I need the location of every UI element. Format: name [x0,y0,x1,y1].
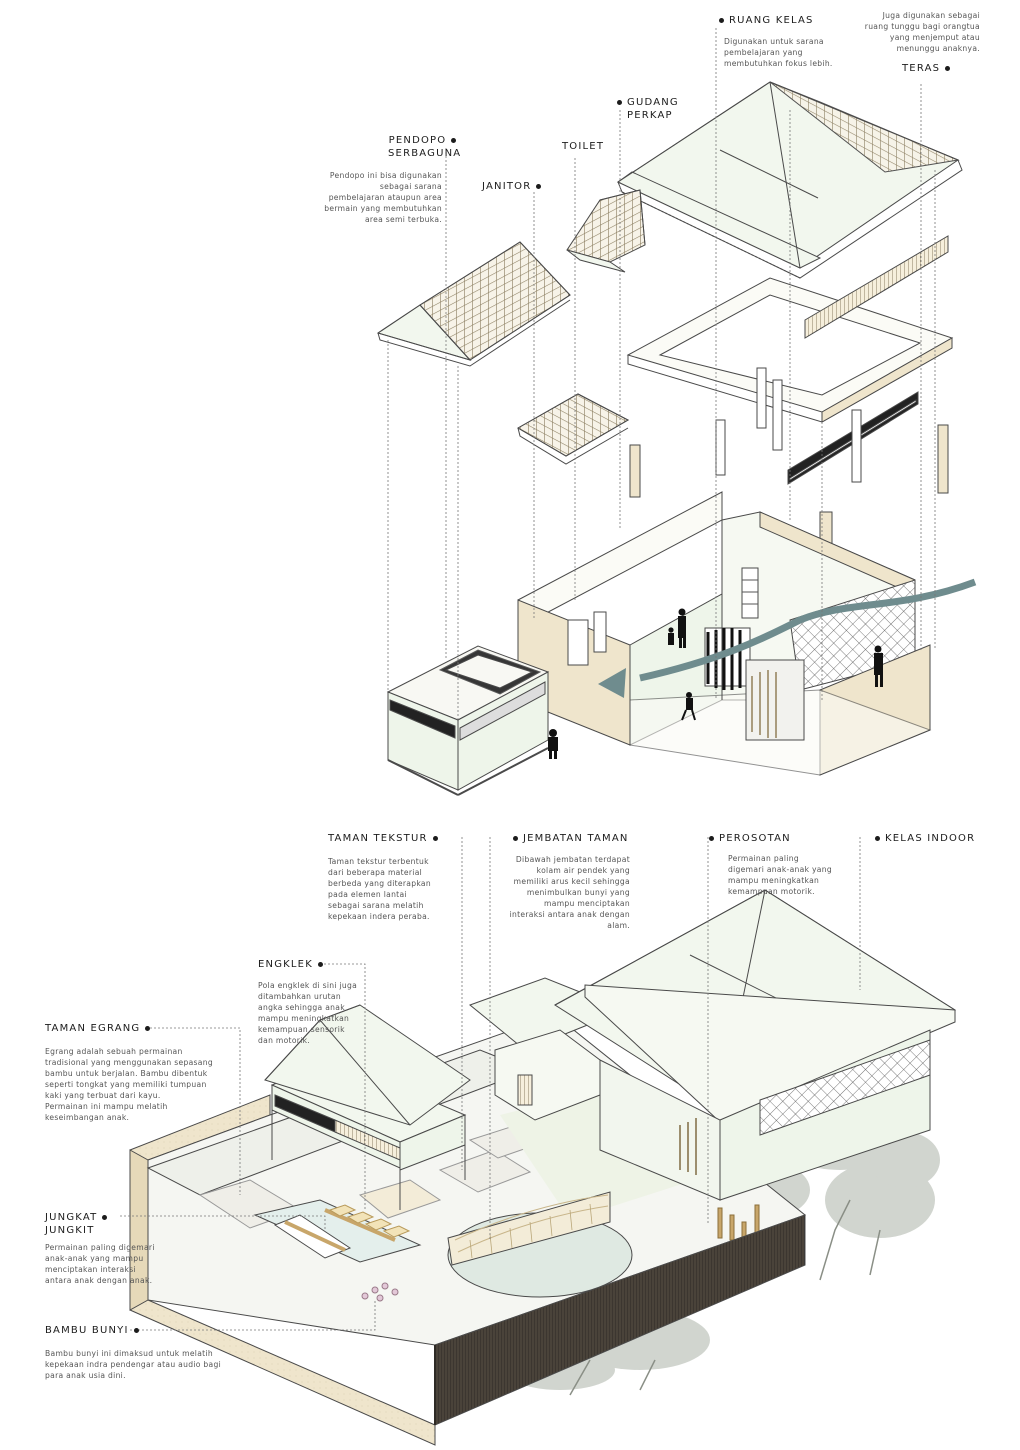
ground-floor [518,492,930,775]
label-janitor: JANITOR [482,180,546,194]
label-pendopo: PENDOPO SERBAGUNA [388,135,462,159]
desc-engklek: Pola engklek di sini juga ditambahkan urutan angka sehingga anak mampu meningkatkan kemampuan sensorik dan motorik. [258,981,358,1045]
desc-taman-egrang: Egrang adalah sebuah permainan tradisional yang menggunakan sepasang bambu untuk berjalan. Bambu dibentuk seperti tongkat yang memiliki tumpuan kaki yang terbuat dari kayu. Permainan ini mampu melatih keseimbangan anak. [45,1047,213,1122]
label-perosotan: PEROSOTAN [704,832,791,846]
label-kelas-indoor: KELAS INDOOR [870,832,975,846]
label-bambu-bunyi: BAMBU BUNYI [45,1324,144,1338]
storage-roof [567,190,645,272]
desc-ruang-kelas: Digunakan untuk sarana pembelajaran yang membutuhkan fokus lebih. [724,37,833,68]
pergola-roof [518,394,628,464]
label-jembatan-taman: JEMBATAN TAMAN [508,832,629,846]
exploded-axonometric [378,82,975,795]
desc-bambu: Bambu bunyi ini dimaksud untuk melatih kepekaan indra pendengar atau audio bagi para anak usia dini. [45,1349,222,1380]
label-engklek: ENGKLEK [258,958,328,972]
label-ruang-kelas: RUANG KELAS [714,14,814,28]
desc-taman-tekstur: Taman tekstur terbentuk dari beberapa material berbeda yang diterapkan pada elemen lantai sebagai sarana melatih kepekaan indera peraba. [328,857,431,921]
label-taman-tekstur: TAMAN TEKSTUR [328,832,443,846]
label-gudang-perkap: GUDANG PERKAP [612,96,679,122]
label-taman-egrang: TAMAN EGRANG [45,1022,155,1036]
desc-pendopo: Pendopo ini bisa digunakan sebagai sarana pembelajaran ataupun area bermain yang membutuhkan area semi terbuka. [324,171,442,224]
label-jungkat-jungkit: JUNGKAT JUNGKIT [45,1211,112,1237]
desc-teras: Juga digunakan sebagai ruang tunggu bagi orangtua yang menjemput atau menunggu anaknya. [864,11,980,53]
desc-jembatan: Dibawah jembatan terdapat kolam air pendek yang memiliki arus kecil sehingga menimbulkan bunyi yang mampu menciptakan interaksi antara anak dengan alam. [509,855,630,930]
desc-jungkat: Permainan paling digemari anak-anak yang mampu menciptakan interaksi antara anak dengan anak. [45,1243,155,1285]
desc-perosotan: Permainan paling digemari anak-anak yang mampu meningkatkan kemampuan motorik. [728,854,832,896]
pendopo-ground [388,646,548,795]
pendopo-roof [378,242,570,366]
site-axonometric [130,890,955,1445]
label-toilet: TOILET [562,141,605,152]
label-teras: TERAS [902,62,955,76]
